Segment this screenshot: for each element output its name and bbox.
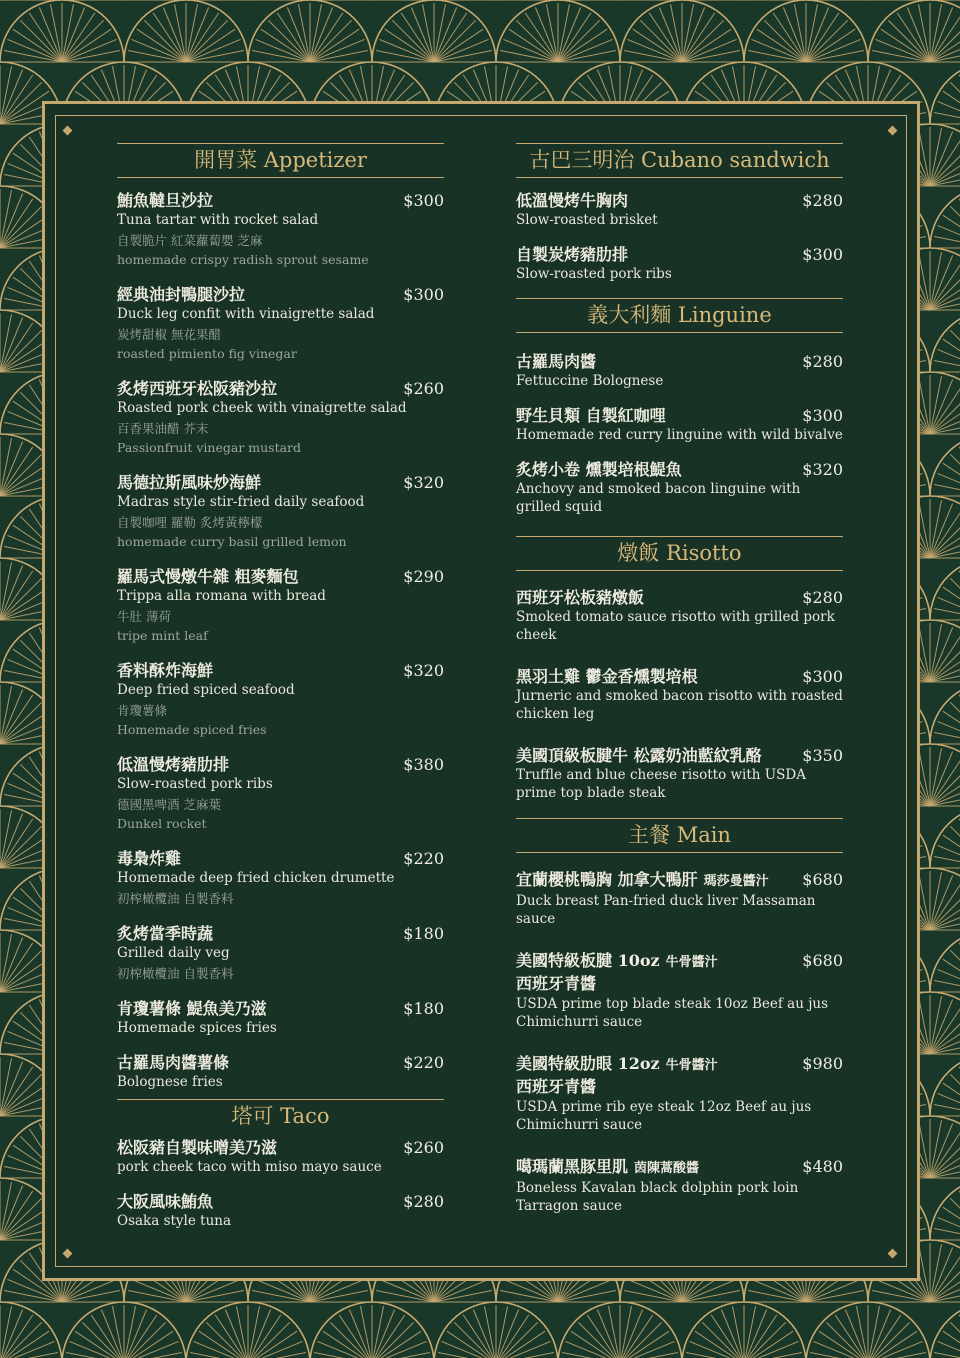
section-main bbox=[516, 818, 843, 1215]
item-name-zh: 古羅馬肉醬 bbox=[516, 352, 597, 371]
item-name-zh: 炙烤西班牙松阪豬沙拉 bbox=[117, 379, 278, 398]
item-price: $300 bbox=[802, 245, 843, 264]
item-note-zh: 初榨橄欖油 自製香料 bbox=[117, 966, 234, 981]
menu-item bbox=[516, 1053, 843, 1134]
left-column bbox=[117, 143, 444, 1245]
menu-item bbox=[117, 1052, 444, 1091]
menu-item bbox=[117, 566, 444, 645]
menu-item bbox=[117, 998, 444, 1037]
item-name-en: Slow-roasted brisket bbox=[516, 212, 658, 228]
item-name-en: Boneless Kavalan black dolphin pork loin Tarragon sauce bbox=[516, 1180, 799, 1214]
item-name-zh: 西班牙松板豬燉飯 bbox=[516, 588, 645, 607]
section-taco bbox=[117, 1099, 444, 1230]
item-name-zh bbox=[516, 1053, 843, 1076]
menu-item bbox=[516, 459, 843, 516]
item-name-zh: 古羅馬肉醬薯條 bbox=[117, 1053, 230, 1072]
item-name-en: Osaka style tuna bbox=[117, 1213, 232, 1229]
item-name-en: Truffle and blue cheese risotto with USDA prime top blade steak bbox=[516, 767, 806, 801]
item-note-zh: 初榨橄欖油 自製香料 bbox=[117, 891, 234, 906]
item-name-en: Madras style stir-fried daily seafood bbox=[117, 494, 365, 510]
item-name-zh bbox=[516, 1156, 843, 1179]
item-note-zh: 牛肚 薄荷 bbox=[117, 609, 171, 624]
item-name-en: Deep fried spiced seafood bbox=[117, 682, 295, 698]
section-title: 開胃菜 Appetizer bbox=[117, 143, 444, 178]
item-name-en: Bolognese fries bbox=[117, 1074, 223, 1090]
menu-item bbox=[117, 378, 444, 457]
item-price: $350 bbox=[802, 746, 843, 765]
item-price: $280 bbox=[403, 1192, 444, 1211]
item-name-zh bbox=[516, 869, 843, 892]
section-risotto bbox=[516, 536, 843, 802]
item-note-en: homemade crispy radish sprout sesame bbox=[117, 252, 369, 267]
item-price: $280 bbox=[802, 191, 843, 210]
item-sauce-zh: 牛骨醬汁 bbox=[665, 955, 718, 970]
item-name-en: pork cheek taco with miso mayo sauce bbox=[117, 1159, 382, 1175]
item-note-en: tripe mint leaf bbox=[117, 628, 208, 643]
right-column bbox=[516, 143, 843, 1230]
item-sauce-zh: 茵陳蒿酸醬 bbox=[634, 1161, 700, 1176]
item-price: $320 bbox=[403, 473, 444, 492]
item-price: $260 bbox=[403, 1138, 444, 1157]
item-name-zh: 炙烤當季時蔬 bbox=[117, 924, 214, 943]
item-name-zh-line2: 西班牙青醬 bbox=[516, 974, 597, 993]
section-title: 古巴三明治 Cubano sandwich bbox=[516, 143, 843, 178]
menu-item bbox=[516, 190, 843, 229]
menu-item bbox=[117, 1137, 444, 1176]
item-name-en: Trippa alla romana with bread bbox=[117, 588, 326, 604]
item-name-zh: 低溫慢烤牛胸肉 bbox=[516, 191, 629, 210]
section-title: 義大利麵 Linguine bbox=[516, 298, 843, 333]
item-name-en: Fettuccine Bolognese bbox=[516, 373, 664, 389]
section-cubano bbox=[516, 143, 843, 283]
item-price: $300 bbox=[802, 667, 843, 686]
item-price: $300 bbox=[802, 406, 843, 425]
menu-item bbox=[516, 351, 843, 390]
item-name-en: Duck breast Pan-fried duck liver Massaman sauce bbox=[516, 893, 816, 927]
item-price: $480 bbox=[802, 1157, 843, 1176]
item-name-en: Homemade red curry linguine with wild bivalve bbox=[516, 427, 843, 443]
item-note-en: Passionfruit vinegar mustard bbox=[117, 440, 302, 455]
item-sauce-zh: 牛骨醬汁 bbox=[665, 1058, 718, 1073]
item-note-en: roasted pimiento fig vinegar bbox=[117, 346, 297, 361]
item-note-en: Homemade spiced fries bbox=[117, 722, 267, 737]
item-name-zh-main: 美國特級肋眼 12oz bbox=[516, 1054, 660, 1073]
item-price: $280 bbox=[802, 352, 843, 371]
item-price: $980 bbox=[802, 1054, 843, 1073]
section-appetizer bbox=[117, 143, 444, 1091]
section-title: 主餐 Main bbox=[516, 818, 843, 853]
item-name-zh-main: 宜蘭櫻桃鴨胸 加拿大鴨肝 bbox=[516, 870, 698, 889]
item-name-en: Anchovy and smoked bacon linguine with grilled squid bbox=[516, 481, 801, 515]
item-note-en: Dunkel rocket bbox=[117, 816, 207, 831]
menu-item bbox=[516, 950, 843, 1031]
item-name-zh-line2: 西班牙青醬 bbox=[516, 1077, 597, 1096]
item-name-en: Homemade spices fries bbox=[117, 1020, 277, 1036]
item-name-en: Grilled daily veg bbox=[117, 945, 230, 961]
item-name-zh bbox=[516, 950, 843, 973]
item-name-zh-main: 噶瑪蘭黑豚里肌 bbox=[516, 1157, 629, 1176]
item-name-en: Duck leg confit with vinaigrette salad bbox=[117, 306, 375, 322]
item-name-zh: 經典油封鴨腿沙拉 bbox=[117, 285, 246, 304]
item-name-zh: 毒梟炸雞 bbox=[117, 849, 182, 868]
menu-item bbox=[117, 923, 444, 983]
item-price: $180 bbox=[403, 924, 444, 943]
item-name-zh: 低溫慢烤豬肋排 bbox=[117, 755, 230, 774]
item-price: $380 bbox=[403, 755, 444, 774]
item-price: $680 bbox=[802, 870, 843, 889]
menu-item bbox=[117, 284, 444, 363]
menu-item bbox=[117, 848, 444, 908]
item-price: $180 bbox=[403, 999, 444, 1018]
menu-item bbox=[117, 660, 444, 739]
section-title: 燉飯 Risotto bbox=[516, 536, 843, 571]
item-name-zh: 大阪風味鮪魚 bbox=[117, 1192, 214, 1211]
item-price: $260 bbox=[403, 379, 444, 398]
menu-item bbox=[117, 190, 444, 269]
item-name-en: Slow-roasted pork ribs bbox=[117, 776, 273, 792]
item-name-zh: 松阪豬自製味噌美乃滋 bbox=[117, 1138, 278, 1157]
item-name-en: Roasted pork cheek with vinaigrette salad bbox=[117, 400, 407, 416]
item-price: $300 bbox=[403, 285, 444, 304]
item-name-zh: 鮪魚韃旦沙拉 bbox=[117, 191, 214, 210]
item-note-zh: 炭烤甜椒 無花果醋 bbox=[117, 327, 221, 342]
menu-item bbox=[117, 1191, 444, 1230]
item-name-zh: 肯瓊薯條 鯷魚美乃滋 bbox=[117, 999, 267, 1018]
item-name-zh-main: 美國特級板腱 10oz bbox=[516, 951, 660, 970]
item-name-zh: 香料酥炸海鮮 bbox=[117, 661, 214, 680]
item-name-en: Slow-roasted pork ribs bbox=[516, 266, 672, 282]
menu-item bbox=[117, 754, 444, 833]
item-price: $320 bbox=[403, 661, 444, 680]
item-name-en: Homemade deep fried chicken drumette bbox=[117, 870, 395, 886]
item-name-zh: 炙烤小卷 燻製培根鯷魚 bbox=[516, 460, 682, 479]
item-note-zh: 德國黑啤酒 芝麻葉 bbox=[117, 797, 221, 812]
menu-item bbox=[516, 869, 843, 928]
item-price: $300 bbox=[403, 191, 444, 210]
menu-item bbox=[117, 472, 444, 551]
item-price: $290 bbox=[403, 567, 444, 586]
item-note-zh: 百香果油醋 芥末 bbox=[117, 421, 209, 436]
item-note-en: homemade curry basil grilled lemon bbox=[117, 534, 347, 549]
item-name-en: Tuna tartar with rocket salad bbox=[117, 212, 319, 228]
item-price: $680 bbox=[802, 951, 843, 970]
item-price: $280 bbox=[802, 588, 843, 607]
menu-item bbox=[516, 587, 843, 644]
item-note-zh: 自製咖哩 羅勒 炙烤黃檸檬 bbox=[117, 515, 263, 530]
item-sauce-zh: 瑪莎曼醬汁 bbox=[703, 874, 769, 889]
menu-item bbox=[516, 244, 843, 283]
menu-item bbox=[516, 745, 843, 802]
item-price: $320 bbox=[802, 460, 843, 479]
item-price: $220 bbox=[403, 849, 444, 868]
item-note-zh: 肯瓊薯條 bbox=[117, 703, 168, 718]
item-price: $220 bbox=[403, 1053, 444, 1072]
item-name-zh: 美國頂級板腱牛 松露奶油藍紋乳酪 bbox=[516, 746, 762, 765]
menu-item bbox=[516, 405, 843, 444]
item-name-zh: 羅馬式慢燉牛雜 粗麥麵包 bbox=[117, 567, 299, 586]
item-name-zh: 馬德拉斯風味炒海鮮 bbox=[117, 473, 262, 492]
item-name-en: USDA prime top blade steak 10oz Beef au jus Chimichurri sauce bbox=[516, 996, 829, 1030]
item-name-en: Jurneric and smoked bacon risotto with roasted chicken leg bbox=[516, 688, 843, 722]
item-note-zh: 自製脆片 紅菜蘿蔔嬰 芝麻 bbox=[117, 233, 263, 248]
item-name-en: Smoked tomato sauce risotto with grilled pork cheek bbox=[516, 609, 835, 643]
item-name-zh: 自製炭烤豬肋排 bbox=[516, 245, 629, 264]
item-name-zh: 黑羽土雞 鬱金香燻製培根 bbox=[516, 667, 698, 686]
section-title: 塔可 Taco bbox=[117, 1099, 444, 1133]
menu-item bbox=[516, 666, 843, 723]
item-name-en: USDA prime rib eye steak 12oz Beef au jus Chimichurri sauce bbox=[516, 1099, 812, 1133]
menu-item bbox=[516, 1156, 843, 1215]
section-linguine bbox=[516, 298, 843, 516]
item-name-zh: 野生貝類 自製紅咖哩 bbox=[516, 406, 666, 425]
